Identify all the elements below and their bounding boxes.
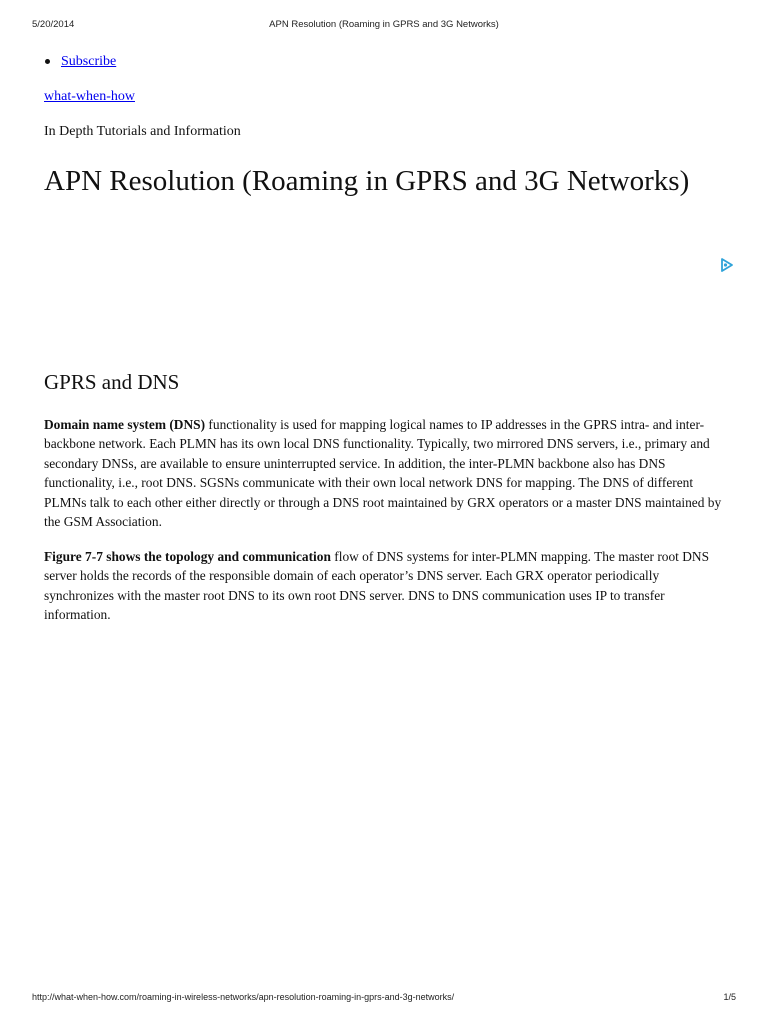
site-name: [44, 88, 135, 106]
ad-choices-triangle-icon: [719, 257, 735, 273]
paragraph-bold-lead: Domain name system (DNS): [44, 417, 206, 432]
nav-list: [61, 53, 116, 71]
site-home-link[interactable]: what-when-how: [44, 89, 135, 104]
paragraph-dns: [44, 415, 724, 531]
site-tagline: In Depth Tutorials and Information: [44, 124, 241, 139]
paragraph-figure: [44, 547, 724, 625]
section-heading: GPRS and DNS: [44, 370, 180, 394]
paragraph-text: flow of DNS systems for inter-PLMN mapping. The master root DNS server holds the records of the responsible domain of each operator’s DNS server. Each GRX operator periodically synchronizes with the master root DNS to its own root DNS server. DNS to DNS communication uses IP to transfer information.: [44, 549, 710, 623]
ad-choices-icon[interactable]: [719, 257, 735, 273]
nav-item-subscribe: [61, 53, 116, 71]
page-number: 1/5: [723, 992, 736, 1002]
print-date: 5/20/2014: [32, 19, 75, 30]
subscribe-link[interactable]: Subscribe: [61, 54, 117, 69]
paragraph-bold-lead: Figure 7-7 shows the topology and communication: [44, 549, 331, 564]
print-header: [0, 19, 768, 33]
article-title: APN Resolution (Roaming in GPRS and 3G Networks): [44, 165, 690, 197]
print-footer: [0, 992, 768, 1006]
print-url: http://what-when-how.com/roaming-in-wireless-networks/apn-resolution-roaming-in-gprs-and-3g-networks/: [32, 992, 455, 1002]
print-page-title: APN Resolution (Roaming in GPRS and 3G Networks): [269, 19, 499, 30]
paragraph-text: functionality is used for mapping logical names to IP addresses in the GPRS intra- and inter-backbone network. Each PLMN has its own local DNS functionality. Typically, two mirrored DNS servers, i.e., primary and secondary DNSs, are available to ensure uninterrupted service. In addition, the inter-PLMN backbone also has DNS functionality, i.e., root DNS. SGSNs communicate with their own local network DNS for mapping. The DNS of different PLMNs talk to each other either directly or through a DNS root maintained by GRX operators or a master DNS maintained by the GSM Association.: [44, 417, 722, 530]
bullet-icon: [45, 59, 50, 64]
